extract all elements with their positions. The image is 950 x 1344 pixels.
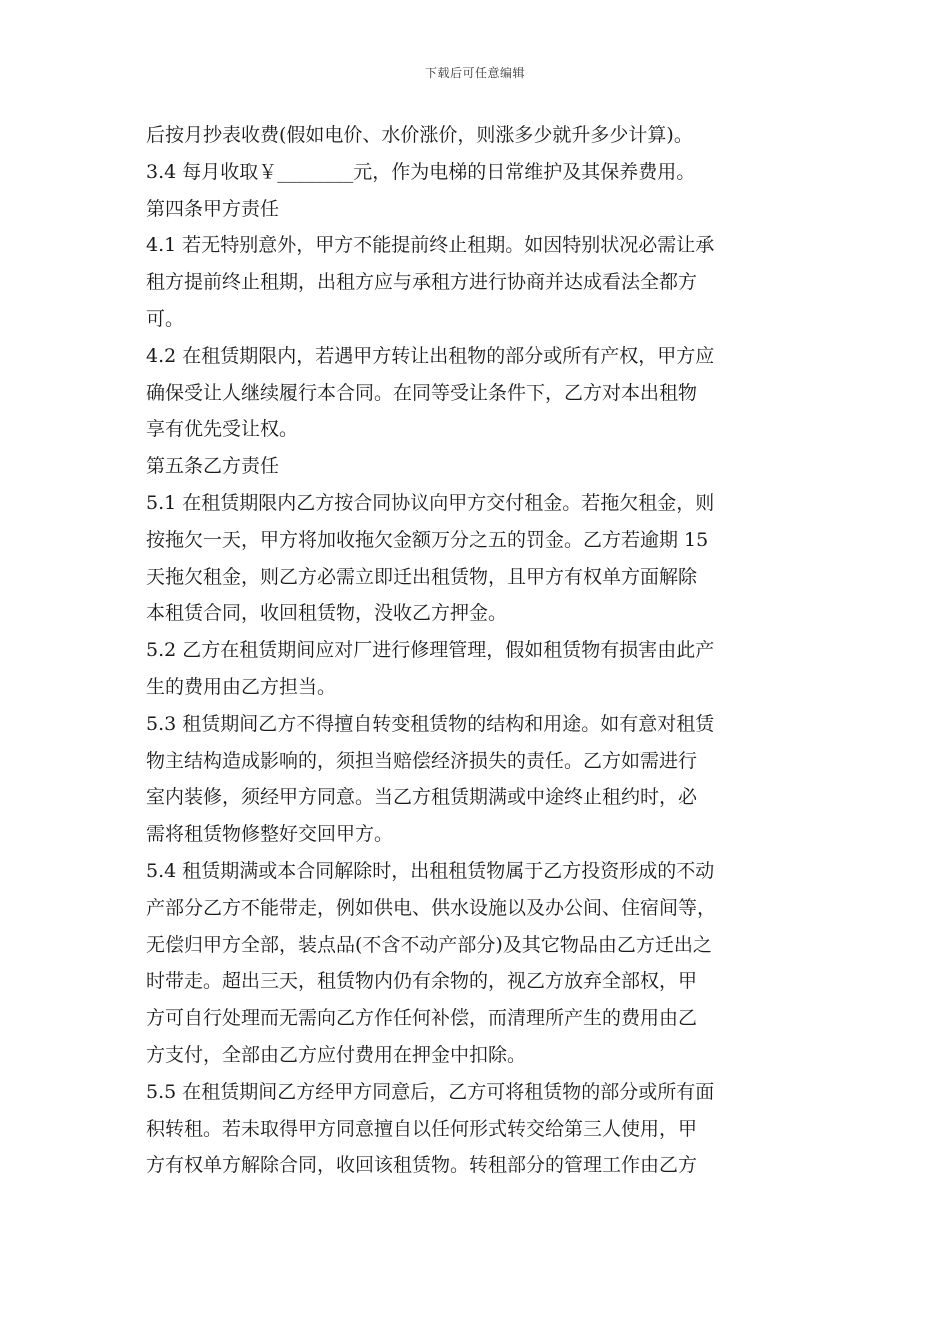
text-line: 积转租。若未取得甲方同意擅自以任何形式转交给第三人使用，甲 [146,1117,698,1140]
text-line: 室内装修，须经甲方同意。当乙方租赁期满或中途终止租约时，必 [146,786,698,809]
text-line: 无偿归甲方全部，装点品(不含不动产部分)及其它物品由乙方迁出之 [146,933,712,956]
text-line: 本租赁合同，收回租赁物，没收乙方押金。 [146,602,508,625]
document-body [146,117,808,1184]
text-line: 5.5 在租赁期间乙方经甲方同意后，乙方可将租赁物的部分或所有面 [146,1080,715,1103]
text-line: 享有优先受让权。 [146,418,299,441]
text-line: 5.1 在租赁期限内乙方按合同协议向甲方交付租金。若拖欠租金，则 [146,491,715,514]
page-header: 下载后可任意编辑 [424,66,525,80]
text-line: 天拖欠租金，则乙方必需立即迁出租赁物，且甲方有权单方面解除 [146,565,698,588]
section-heading: 第四条甲方责任 [146,197,280,220]
text-line: 3.4 每月收取￥________元，作为电梯的日常维护及其保养费用。 [146,160,696,183]
text-line: 生的费用由乙方担当。 [146,675,337,698]
text-line: 4.1 若无特别意外，甲方不能提前终止租期。如因特别状况必需让承 [146,234,715,257]
text-line: 方支付，全部由乙方应付费用在押金中扣除。 [146,1043,527,1066]
text-line: 物主结构造成影响的，须担当赔偿经济损失的责任。乙方如需进行 [146,749,698,772]
text-line: 后按月抄表收费(假如电价、水价涨价，则涨多少就升多少计算)。 [146,124,693,146]
text-line: 产部分乙方不能带走，例如供电、供水设施以及办公间、住宿间等， [146,896,717,919]
text-line: 确保受让人继续履行本合同。在同等受让条件下，乙方对本出租物 [146,381,698,404]
text-line: 需将租赁物修整好交回甲方。 [146,823,394,846]
text-line: 4.2 在租赁期限内，若遇甲方转让出租物的部分或所有产权，甲方应 [146,344,715,367]
text-line: 5.4 租赁期满或本合同解除时，出租租赁物属于乙方投资形成的不动 [146,859,715,882]
text-line: 时带走。超出三天，租赁物内仍有余物的，视乙方放弃全部权，甲 [146,970,698,993]
text-line: 方可自行处理而无需向乙方作任何补偿，而清理所产生的费用由乙 [146,1007,698,1030]
section-heading: 第五条乙方责任 [146,455,280,478]
text-line: 租方提前终止租期，出租方应与承租方进行协商并达成看法全都方 [146,271,698,294]
text-line: 5.2 乙方在租赁期间应对厂进行修理管理，假如租赁物有损害由此产 [146,639,715,662]
text-line: 按拖欠一天，甲方将加收拖欠金额万分之五的罚金。乙方若逾期 15 [146,528,709,551]
text-line: 方有权单方解除合同，收回该租赁物。转租部分的管理工作由乙方 [146,1154,698,1177]
text-line: 可。 [146,307,185,330]
text-line: 5.3 租赁期间乙方不得擅自转变租赁物的结构和用途。如有意对租赁 [146,712,715,735]
